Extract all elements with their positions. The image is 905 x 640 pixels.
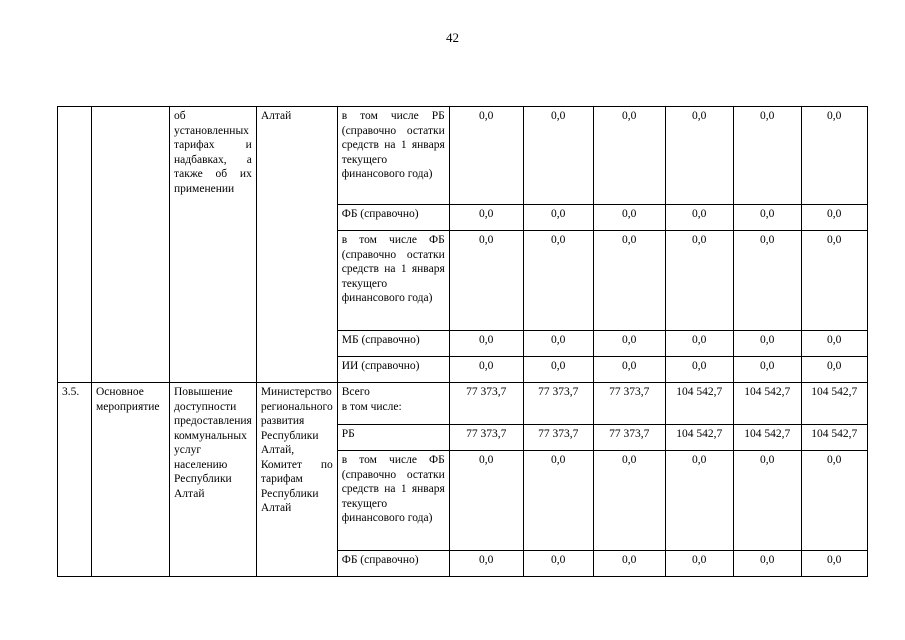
amount-cell: 0,0 <box>523 331 593 357</box>
funding-source-cell: в том числе РБ (справочно остатки средств на 1 января текущего финансового года) <box>337 107 449 205</box>
amount-cell: 104 542,7 <box>801 425 867 451</box>
amount-cell: 0,0 <box>523 205 593 231</box>
amount-cell: 0,0 <box>733 107 801 205</box>
funding-source-cell: Всего в том числе: <box>337 383 449 425</box>
amount-cell: 0,0 <box>449 231 523 331</box>
amount-cell: 0,0 <box>733 205 801 231</box>
amount-cell: 0,0 <box>449 107 523 205</box>
amount-cell: 0,0 <box>733 451 801 551</box>
funding-source-cell: МБ (справочно) <box>337 331 449 357</box>
item-executor-cell: Алтай <box>256 107 337 383</box>
amount-cell: 0,0 <box>593 451 665 551</box>
amount-cell: 0,0 <box>523 551 593 577</box>
amount-cell: 77 373,7 <box>523 383 593 425</box>
amount-cell: 0,0 <box>801 451 867 551</box>
amount-cell: 104 542,7 <box>801 383 867 425</box>
amount-cell: 77 373,7 <box>593 425 665 451</box>
amount-cell: 0,0 <box>801 205 867 231</box>
item-description-cell: Повышение доступности предоставления коммунальных услуг населению Республики Алтай <box>170 383 257 577</box>
funding-source-cell: ИИ (справочно) <box>337 357 449 383</box>
table-row <box>58 383 868 425</box>
amount-cell: 0,0 <box>449 357 523 383</box>
amount-cell: 0,0 <box>733 331 801 357</box>
amount-cell: 0,0 <box>801 331 867 357</box>
funding-source-cell: в том числе ФБ (справочно остатки средств на 1 января текущего финансового года) <box>337 231 449 331</box>
amount-cell: 77 373,7 <box>449 425 523 451</box>
page-number: 42 <box>446 30 459 45</box>
funding-source-cell: РБ <box>337 425 449 451</box>
amount-cell: 77 373,7 <box>593 383 665 425</box>
amount-cell: 0,0 <box>593 357 665 383</box>
amount-cell: 0,0 <box>665 231 733 331</box>
amount-cell: 0,0 <box>801 551 867 577</box>
amount-cell: 0,0 <box>665 331 733 357</box>
amount-cell: 0,0 <box>593 551 665 577</box>
amount-cell: 0,0 <box>523 357 593 383</box>
amount-cell: 0,0 <box>449 205 523 231</box>
item-number-cell <box>58 107 92 383</box>
item-type-cell <box>92 107 170 383</box>
amount-cell: 104 542,7 <box>733 425 801 451</box>
amount-cell: 0,0 <box>449 451 523 551</box>
amount-cell: 0,0 <box>801 357 867 383</box>
amount-cell: 0,0 <box>593 231 665 331</box>
item-description-cell: об установленных тарифах и надбавках, а также об их применении <box>170 107 257 383</box>
amount-cell: 0,0 <box>449 551 523 577</box>
amount-cell: 0,0 <box>801 107 867 205</box>
funding-source-cell: ФБ (справочно) <box>337 205 449 231</box>
amount-cell: 77 373,7 <box>523 425 593 451</box>
amount-cell: 0,0 <box>665 357 733 383</box>
amount-cell: 0,0 <box>665 107 733 205</box>
amount-cell: 0,0 <box>733 231 801 331</box>
funding-source-cell: в том числе ФБ (справочно остатки средств на 1 января текущего финансового года) <box>337 451 449 551</box>
item-number-cell: 3.5. <box>58 383 92 577</box>
amount-cell: 0,0 <box>665 551 733 577</box>
amount-cell: 0,0 <box>593 331 665 357</box>
amount-cell: 0,0 <box>665 451 733 551</box>
funding-source-cell: ФБ (справочно) <box>337 551 449 577</box>
amount-cell: 0,0 <box>733 357 801 383</box>
amount-cell: 77 373,7 <box>449 383 523 425</box>
amount-cell: 0,0 <box>733 551 801 577</box>
amount-cell: 0,0 <box>801 231 867 331</box>
item-type-cell: Основное мероприятие <box>92 383 170 577</box>
amount-cell: 0,0 <box>523 107 593 205</box>
amount-cell: 0,0 <box>449 331 523 357</box>
amount-cell: 0,0 <box>593 107 665 205</box>
budget-table <box>57 106 868 577</box>
amount-cell: 104 542,7 <box>665 425 733 451</box>
amount-cell: 104 542,7 <box>733 383 801 425</box>
table-row <box>58 107 868 205</box>
item-executor-cell: Министерство регионального развития Республики Алтай, Комитет по тарифам Республики Алтай <box>256 383 337 577</box>
amount-cell: 0,0 <box>523 231 593 331</box>
amount-cell: 0,0 <box>523 451 593 551</box>
amount-cell: 0,0 <box>593 205 665 231</box>
amount-cell: 104 542,7 <box>665 383 733 425</box>
table-body <box>58 107 868 577</box>
amount-cell: 0,0 <box>665 205 733 231</box>
